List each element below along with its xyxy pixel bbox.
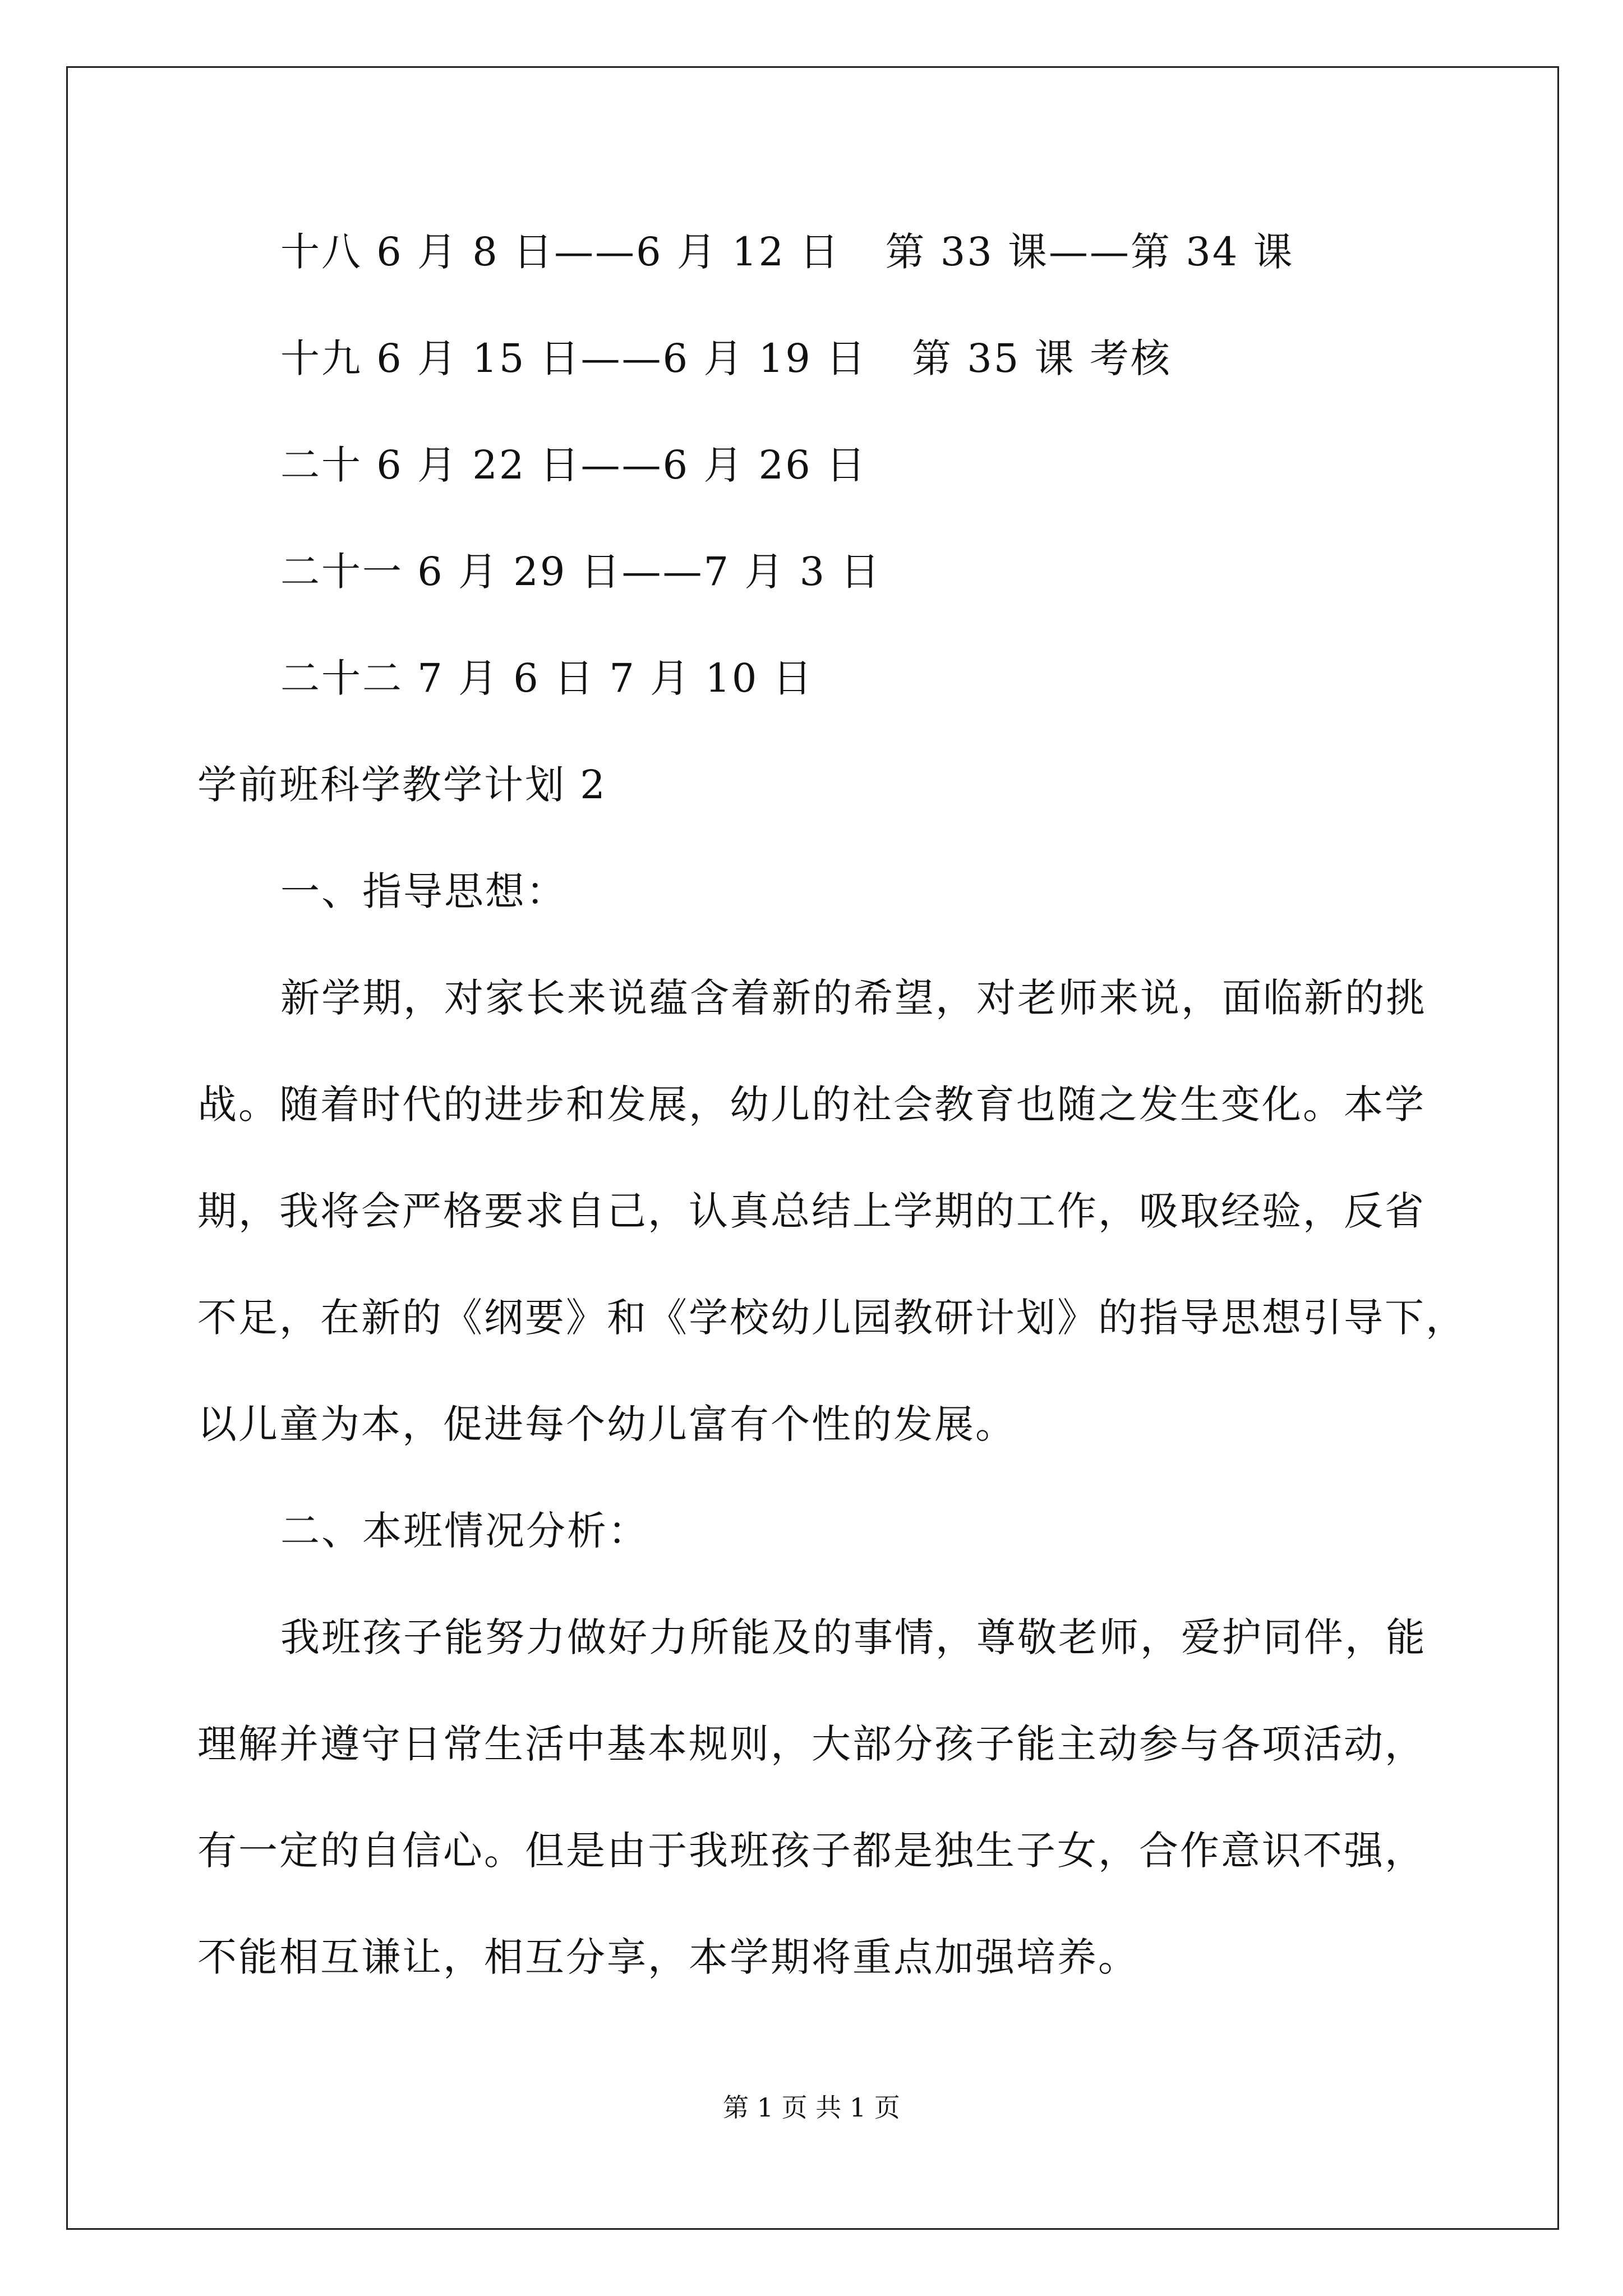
schedule-week: 十八 — [280, 229, 362, 275]
schedule-row — [280, 227, 1294, 277]
schedule-row — [280, 653, 814, 703]
schedule-row — [280, 440, 867, 490]
paragraph-line: 不足，在新的《纲要》和《学校幼儿园教研计划》的指导思想引导下， — [197, 1295, 1467, 1341]
schedule-dates: 6 月 15 日——6 月 19 日 — [376, 335, 867, 381]
page-border — [66, 66, 1559, 2230]
schedule-lessons: 第 33 课——第 34 课 — [885, 229, 1294, 275]
schedule-week: 十九 — [280, 335, 362, 381]
paragraph-line: 期，我将会严格要求自己，认真总结上学期的工作，吸取经验，反省 — [197, 1188, 1426, 1234]
schedule-dates: 6 月 8 日——6 月 12 日 — [376, 229, 841, 275]
schedule-row — [280, 546, 881, 597]
section-heading: 二、本班情况分析： — [280, 1508, 649, 1554]
schedule-row — [280, 333, 1172, 384]
schedule-week: 二十 — [280, 442, 362, 488]
page-footer: 第 1 页 共 1 页 — [723, 2092, 900, 2123]
document-title: 学前班科学教学计划 2 — [197, 762, 607, 808]
schedule-dates: 6 月 29 日——7 月 3 日 — [417, 549, 882, 595]
section-heading: 一、指导思想： — [280, 868, 567, 914]
schedule-dates: 7 月 6 日 7 月 10 日 — [417, 655, 814, 701]
schedule-week: 二十二 — [280, 655, 403, 701]
schedule-dates: 6 月 22 日——6 月 26 日 — [376, 442, 867, 488]
schedule-lessons: 第 35 课 考核 — [912, 335, 1172, 381]
paragraph-line: 我班孩子能努力做好力所能及的事情，尊敬老师，爱护同伴，能 — [280, 1614, 1427, 1660]
paragraph-line: 以儿童为本，促进每个幼儿富有个性的发展。 — [197, 1401, 1016, 1447]
paragraph-line: 新学期，对家长来说蕴含着新的希望，对老师来说，面临新的挑 — [280, 975, 1427, 1021]
schedule-week: 二十一 — [280, 549, 403, 595]
paragraph-line: 理解并遵守日常生活中基本规则，大部分孩子能主动参与各项活动， — [197, 1721, 1426, 1767]
paragraph-line: 不能相互谦让，相互分享，本学期将重点加强培养。 — [197, 1934, 1139, 1980]
paragraph-line: 战。随着时代的进步和发展，幼儿的社会教育也随之发生变化。本学 — [197, 1082, 1426, 1128]
paragraph-line: 有一定的自信心。但是由于我班孩子都是独生子女，合作意识不强， — [197, 1828, 1426, 1874]
